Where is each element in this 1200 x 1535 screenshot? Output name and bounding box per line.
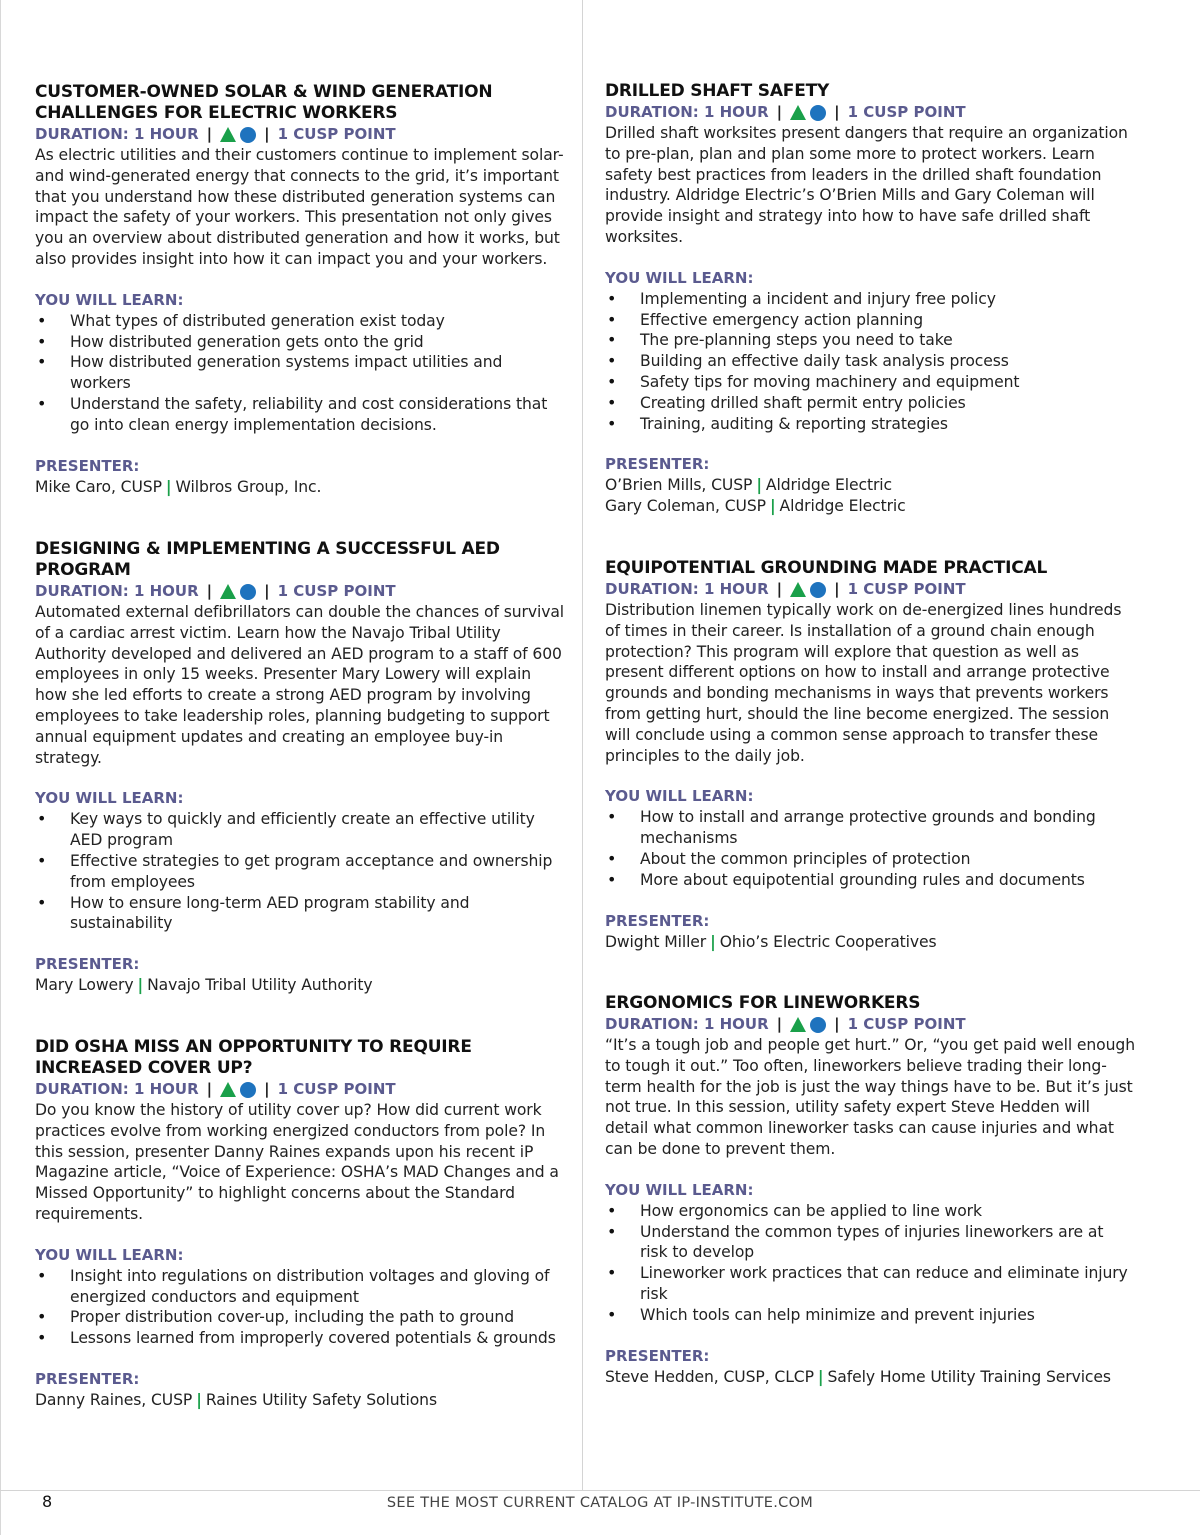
course-title: EQUIPOTENTIAL GROUNDING MADE PRACTICAL [605, 558, 1048, 578]
cusp-points: 1 CUSP POINT [847, 580, 966, 598]
duration-label: DURATION: 1 HOUR [35, 125, 199, 143]
presenter-name: Gary Coleman, CUSP [605, 497, 766, 516]
cusp-points: 1 CUSP POINT [277, 582, 396, 600]
presenter-line: Mary Lowery | Navajo Tribal Utility Authority [35, 976, 373, 995]
green-triangle-icon [790, 1017, 806, 1032]
footer-catalog-link-text: SEE THE MOST CURRENT CATALOG AT IP-INSTITUTE.COM [386, 1495, 814, 1511]
course-meta: DURATION: 1 HOUR | | 1 CUSP POINT [35, 125, 396, 143]
learn-heading: YOU WILL LEARN: [35, 1245, 184, 1264]
learn-item: • Understand the safety, reliability and cost considerations that go into clean energy implementation decisions. [35, 394, 565, 436]
green-triangle-icon [790, 105, 806, 120]
learn-list [605, 807, 1135, 890]
learn-list [35, 809, 565, 934]
green-triangle-icon [220, 127, 236, 142]
course-description: Automated external defibrillators can double the chances of survival of a cardiac arrest victim. Learn how the Navajo Tribal Utility Authority developed and delivered an AED program to a staff of 600 employees in only 15 weeks. Presenter Mary Lowery will explain how she led efforts to create a strong AED program by involving employees to take leadership roles, planning budgeting to support annual equipment updates and creating an employee buy-in strategy. [35, 603, 565, 767]
presenter-org: Raines Utility Safety Solutions [205, 1390, 437, 1409]
duration-label: DURATION: 1 HOUR [605, 1015, 769, 1033]
presenter-line: Danny Raines, CUSP | Raines Utility Safety Solutions [35, 1390, 437, 1409]
presenter-line: O’Brien Mills, CUSP | Aldridge Electric [605, 476, 892, 495]
cusp-points: 1 CUSP POINT [847, 103, 966, 121]
learn-list [35, 1266, 565, 1349]
presenter-org: Safely Home Utility Training Services [827, 1367, 1111, 1386]
course-meta: DURATION: 1 HOUR | | 1 CUSP POINT [605, 1015, 966, 1033]
presenter-heading: PRESENTER: [605, 1346, 710, 1365]
blue-circle-icon [240, 1082, 256, 1098]
learn-list [605, 1201, 1135, 1326]
learn-item: • Safety tips for moving machinery and equipment [605, 372, 1135, 393]
course-section [35, 539, 565, 996]
learn-item: • How distributed generation gets onto the grid [35, 332, 565, 353]
blue-circle-icon [810, 1017, 826, 1033]
course-title: CUSTOMER-OWNED SOLAR & WIND GENERATION CHALLENGES FOR ELECTRIC WORKERS [35, 82, 493, 123]
course-description: “It’s a tough job and people get hurt.” Or, “you get paid well enough to tough it out.” Too often, lineworkers believe trading their long-term health for the job is just the way things have to be. But it’s just not true. In this session, utility safety expert Steve Hedden will detail what common lineworker tasks can cause injuries and what can be done to prevent them. [605, 1036, 1135, 1158]
course-meta: DURATION: 1 HOUR | | 1 CUSP POINT [605, 103, 966, 121]
course-description: Do you know the history of utility cover up? How did current work practices evolve from working energized conductors from pole? In this session, presenter Danny Raines expands upon his recent iP Magazine article, “Voice of Experience: OSHA’s MAD Changes and a Missed Opportunity” to highlight concerns about the Standard requirements. [35, 1101, 559, 1223]
presenter-org: Ohio’s Electric Cooperatives [719, 932, 937, 951]
duration-label: DURATION: 1 HOUR [35, 582, 199, 600]
learn-item: • Key ways to quickly and efficiently create an effective utility AED program [35, 809, 565, 851]
presenter-heading: PRESENTER: [35, 456, 140, 475]
course-description: As electric utilities and their customers continue to implement solar- and wind-generated energy that connects to the grid, it’s important that you understand how these distributed generation systems can impact the safety of your workers. This presentation not only gives you an overview about distributed generation and how it works, but also provides insight into how it can impact you and your workers. [35, 146, 564, 268]
learn-item: • Creating drilled shaft permit entry policies [605, 393, 1135, 414]
learn-item: • The pre-planning steps you need to take [605, 330, 1135, 351]
presenter-name: Mike Caro, CUSP [35, 477, 162, 496]
blue-circle-icon [810, 582, 826, 598]
learn-item: • Training, auditing & reporting strategies [605, 414, 1135, 435]
learn-item: • Lessons learned from improperly covered potentials & grounds [35, 1328, 565, 1349]
learn-item: • How to install and arrange protective grounds and bonding mechanisms [605, 807, 1135, 849]
learn-item: • What types of distributed generation exist today [35, 311, 565, 332]
learn-item: • Implementing a incident and injury free policy [605, 289, 1135, 310]
green-triangle-icon [790, 582, 806, 597]
presenter-org: Aldridge Electric [765, 476, 892, 495]
learn-item: • Insight into regulations on distribution voltages and gloving of energized conductors and equipment [35, 1266, 565, 1308]
presenter-heading: PRESENTER: [605, 455, 710, 474]
blue-circle-icon [810, 105, 826, 121]
course-section [605, 81, 1135, 517]
learn-item: • Which tools can help minimize and prevent injuries [605, 1305, 1135, 1326]
learn-item: • Building an effective daily task analysis process [605, 351, 1135, 372]
cusp-points: 1 CUSP POINT [277, 1080, 396, 1098]
presenter-name: Steve Hedden, CUSP, CLCP [605, 1367, 814, 1386]
presenter-name: Mary Lowery [35, 976, 134, 995]
duration-label: DURATION: 1 HOUR [605, 580, 769, 598]
presenter-name: O’Brien Mills, CUSP [605, 476, 753, 495]
cusp-points: 1 CUSP POINT [847, 1015, 966, 1033]
learn-heading: YOU WILL LEARN: [35, 290, 184, 309]
learn-item: • How ergonomics can be applied to line work [605, 1201, 1135, 1222]
course-title: ERGONOMICS FOR LINEWORKERS [605, 993, 921, 1013]
learn-heading: YOU WILL LEARN: [605, 268, 754, 287]
course-title: DESIGNING & IMPLEMENTING A SUCCESSFUL AED PROGRAM [35, 539, 500, 580]
presenter-line: Steve Hedden, CUSP, CLCP | Safely Home Utility Training Services [605, 1367, 1111, 1386]
presenter-heading: PRESENTER: [605, 911, 710, 930]
course-meta: DURATION: 1 HOUR | | 1 CUSP POINT [605, 580, 966, 598]
learn-item: • About the common principles of protection [605, 849, 1135, 870]
presenter-heading: PRESENTER: [35, 955, 140, 974]
course-section [35, 1037, 565, 1411]
presenter-line: Dwight Miller | Ohio’s Electric Cooperatives [605, 932, 937, 951]
learn-item: • Understand the common types of injuries lineworkers are at risk to develop [605, 1222, 1135, 1264]
learn-heading: YOU WILL LEARN: [35, 789, 184, 808]
course-section [605, 993, 1135, 1387]
course-description: Drilled shaft worksites present dangers that require an organization to pre-plan, plan and plan some more to protect workers. Learn safety best practices from leaders in the drilled shaft foundation industry. Aldridge Electric’s O’Brien Mills and Gary Coleman will provide insight and strategy into how to have safe drilled shaft worksites. [605, 124, 1128, 246]
column-divider [582, 0, 583, 1490]
learn-item: • Effective emergency action planning [605, 310, 1135, 331]
blue-circle-icon [240, 584, 256, 600]
duration-label: DURATION: 1 HOUR [605, 103, 769, 121]
learn-list [605, 289, 1135, 435]
page-border [0, 0, 1, 1535]
course-section [605, 558, 1135, 952]
presenter-heading: PRESENTER: [35, 1369, 140, 1388]
course-meta: DURATION: 1 HOUR | | 1 CUSP POINT [35, 1080, 396, 1098]
learn-item: • Effective strategies to get program acceptance and ownership from employees [35, 851, 565, 893]
duration-label: DURATION: 1 HOUR [35, 1080, 199, 1098]
course-meta: DURATION: 1 HOUR | | 1 CUSP POINT [35, 582, 396, 600]
presenter-org: Navajo Tribal Utility Authority [147, 976, 373, 995]
learn-item: • Lineworker work practices that can reduce and eliminate injury risk [605, 1263, 1135, 1305]
learn-list [35, 311, 565, 436]
page-number: 8 [42, 1492, 53, 1511]
learn-heading: YOU WILL LEARN: [605, 1180, 754, 1199]
presenter-line: Gary Coleman, CUSP | Aldridge Electric [605, 497, 906, 516]
course-description: Distribution linemen typically work on de-energized lines hundreds of times in their career. Is installation of a ground chain enough protection? This program will explore that question as well as present different options on how to install and arrange protective grounds and bonding mechanisms in ways that prevents workers from getting hurt, should the line become energized. The session will conclude using a common sense approach to transfer these principles to the daily job. [605, 601, 1122, 765]
footer-divider [0, 1490, 1200, 1491]
green-triangle-icon [220, 1082, 236, 1097]
learn-item: • How to ensure long-term AED program stability and sustainability [35, 893, 565, 935]
presenter-name: Dwight Miller [605, 932, 707, 951]
learn-item: • More about equipotential grounding rules and documents [605, 870, 1135, 891]
learn-item: • Proper distribution cover-up, including the path to ground [35, 1307, 565, 1328]
course-title: DRILLED SHAFT SAFETY [605, 81, 830, 101]
presenter-org: Aldridge Electric [779, 497, 906, 516]
course-section [35, 82, 565, 497]
course-title: DID OSHA MISS AN OPPORTUNITY TO REQUIRE INCREASED COVER UP? [35, 1037, 472, 1078]
green-triangle-icon [220, 584, 236, 599]
cusp-points: 1 CUSP POINT [277, 125, 396, 143]
blue-circle-icon [240, 127, 256, 143]
learn-heading: YOU WILL LEARN: [605, 787, 754, 806]
learn-item: • How distributed generation systems impact utilities and workers [35, 352, 565, 394]
presenter-name: Danny Raines, CUSP [35, 1390, 193, 1409]
presenter-line: Mike Caro, CUSP | Wilbros Group, Inc. [35, 477, 322, 496]
presenter-org: Wilbros Group, Inc. [175, 477, 322, 496]
